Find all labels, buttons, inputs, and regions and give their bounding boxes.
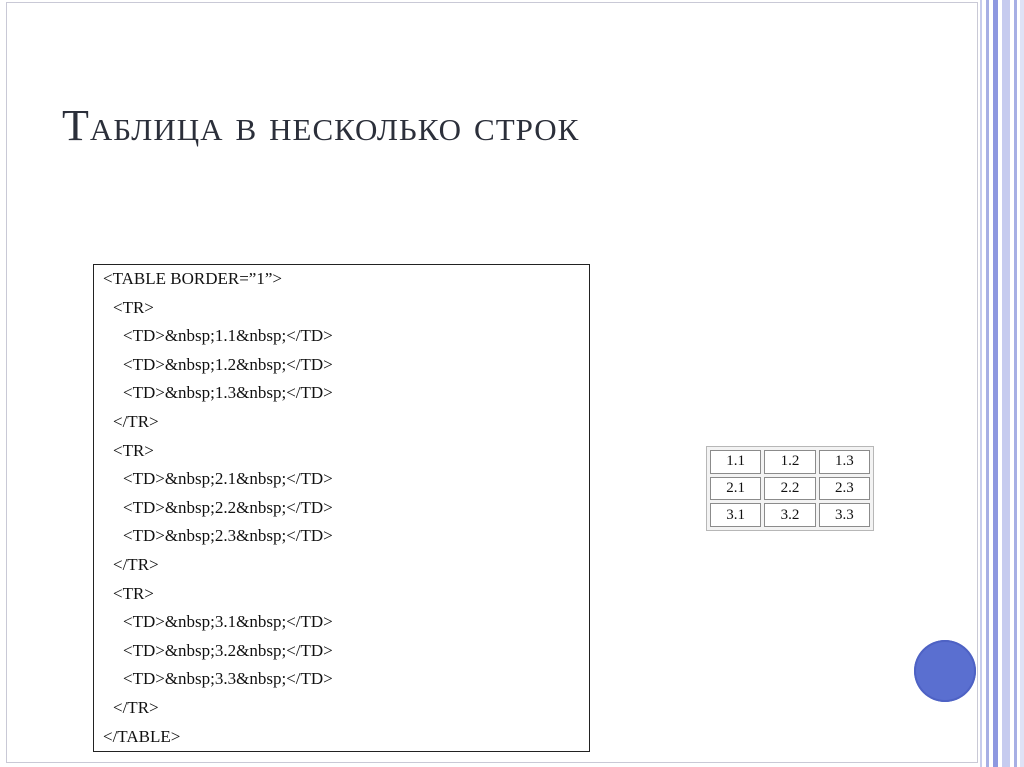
code-line: <TD>&nbsp;2.1&nbsp;</TD> <box>123 469 333 489</box>
table-row <box>710 477 870 501</box>
slide-title: Таблица в несколько строк <box>62 101 580 150</box>
table-cell: 1.2 <box>764 450 815 474</box>
table-row <box>710 503 870 527</box>
table-cell: 1.3 <box>819 450 870 474</box>
code-line: </TABLE> <box>103 726 181 746</box>
code-line: </TR> <box>113 698 159 717</box>
deco-bar <box>1020 0 1024 767</box>
table-cell: 2.3 <box>819 477 870 501</box>
circle-icon <box>914 640 976 702</box>
code-line: <TR> <box>113 583 154 603</box>
code-line: <TR> <box>113 440 154 460</box>
code-line: <TR> <box>113 297 154 317</box>
code-line: <TD>&nbsp;3.2&nbsp;</TD> <box>123 640 333 660</box>
deco-bar <box>1014 0 1017 767</box>
right-decoration <box>980 0 1024 767</box>
table-cell: 3.2 <box>764 503 815 527</box>
code-line: </TR> <box>113 555 159 574</box>
code-line: <TD>&nbsp;3.3&nbsp;</TD> <box>123 669 333 689</box>
code-line: </TR> <box>113 412 159 431</box>
code-line: <TD>&nbsp;1.1&nbsp;</TD> <box>123 326 333 346</box>
rendered-table-example <box>706 446 874 531</box>
table-cell: 3.3 <box>819 503 870 527</box>
deco-bar <box>986 0 989 767</box>
code-line: <TABLE BORDER=”1”> <box>103 269 282 288</box>
table-cell: 2.2 <box>764 477 815 501</box>
code-line: <TD>&nbsp;2.3&nbsp;</TD> <box>123 526 333 546</box>
table-cell: 3.1 <box>710 503 761 527</box>
table-cell: 2.1 <box>710 477 761 501</box>
deco-bar <box>993 0 998 767</box>
code-line: <TD>&nbsp;1.3&nbsp;</TD> <box>123 383 333 403</box>
code-line: <TD>&nbsp;3.1&nbsp;</TD> <box>123 612 333 632</box>
deco-bar <box>980 0 982 767</box>
table-cell: 1.1 <box>710 450 761 474</box>
deco-bar <box>1002 0 1010 767</box>
code-line: <TD>&nbsp;1.2&nbsp;</TD> <box>123 354 333 374</box>
code-example-box <box>93 264 590 752</box>
table-row <box>710 450 870 474</box>
code-line: <TD>&nbsp;2.2&nbsp;</TD> <box>123 497 333 517</box>
